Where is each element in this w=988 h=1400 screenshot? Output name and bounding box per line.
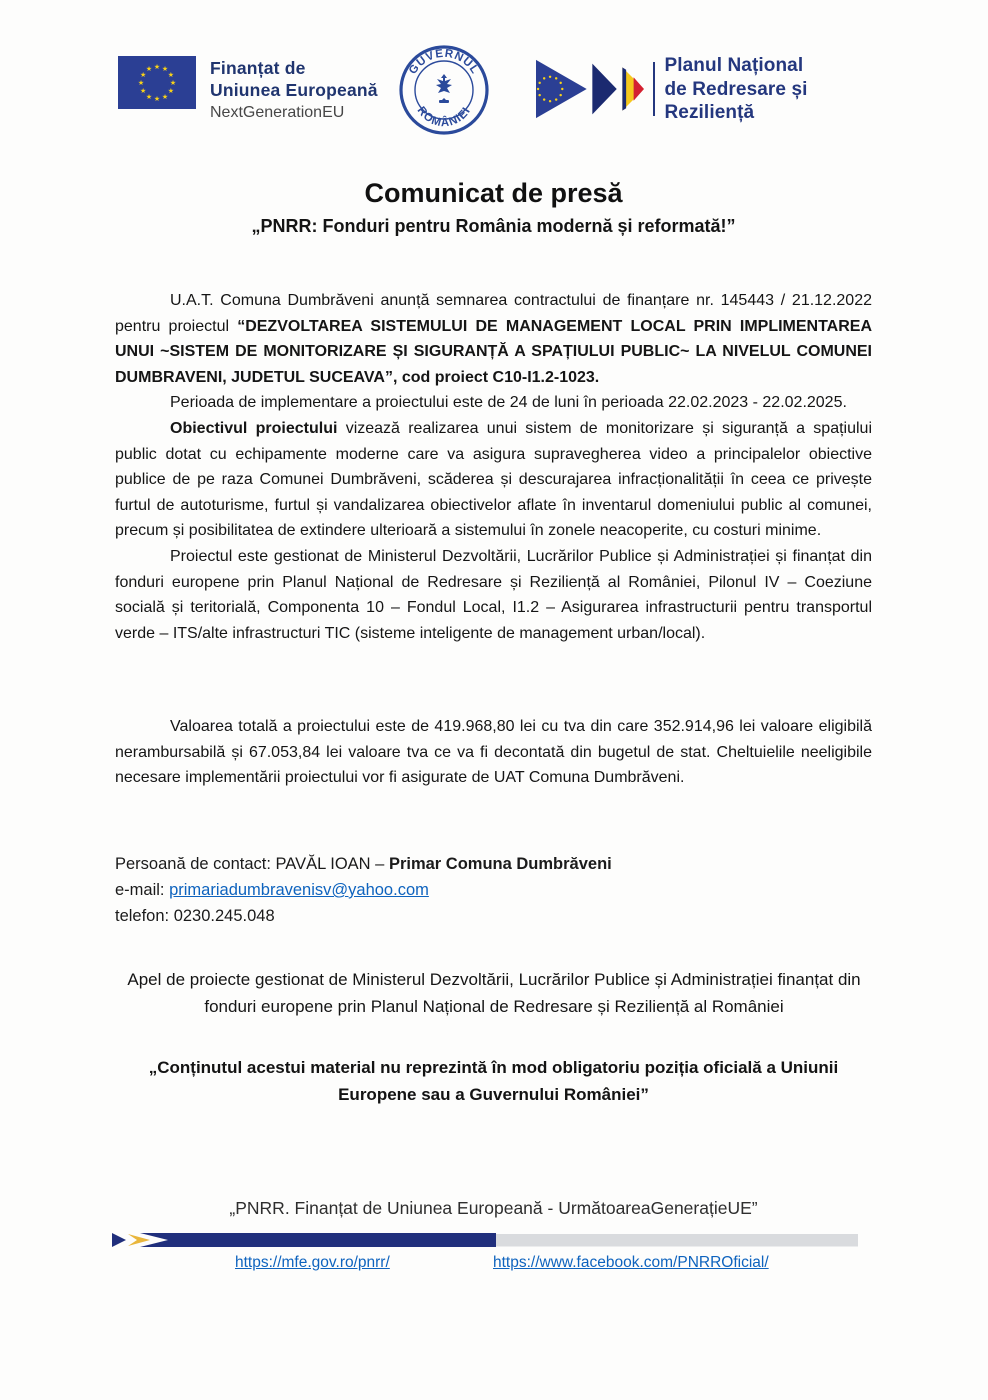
body-value [115,714,872,791]
svg-text:★: ★ [139,71,147,79]
svg-text:★: ★ [153,63,161,71]
mfe-link[interactable]: https://mfe.gov.ro/pnrr/ [235,1254,390,1271]
facebook-link[interactable]: https://www.facebook.com/PNRROficial/ [493,1254,769,1271]
svg-text:GUVERNUL: GUVERNUL [406,47,482,77]
paragraph-management: Proiectul este gestionat de Ministerul Dezvoltării, Lucrărilor Publice și Administrației și finanțat din fonduri europene prin Planul Național de Redresare și Reziliență al României, Pilonul IV – Coeziune socială și teritorială, Componenta 10 – Fondul Local, I1.2 – Asigurarea infrastructurii pentru transportul verde – ITS/alte infrastructuri TIC (sisteme inteligente de management urban/local). [115,547,872,642]
disclaimer-note: „Conținutul acestui material nu reprezintă în mod obligatoriu poziția oficială a Uniunii Europene sau a Guvernului României” [148,1058,839,1104]
email-link[interactable]: primariadumbravenisv@yahoo.com [169,881,429,899]
contact-person-role: Primar Comuna Dumbrăveni [388,855,612,873]
contact-person-line [115,851,872,877]
eu-logo-line2: Uniunea Europeană [210,80,378,100]
objective-lead-bold: Obiectivul proiectului [170,419,338,437]
eu-funding-logo [118,56,378,124]
svg-text:★: ★ [161,92,169,101]
coat-of-arms-eagle-icon [436,74,452,103]
svg-text:★: ★ [167,87,175,95]
eu-funding-logo-text [210,56,378,124]
page-title: Comunicat de presă [364,178,623,208]
svg-text:★: ★ [167,71,175,79]
paragraph-value: Valoarea totală a proiectului este de 419.968,80 lei cu tva din care 352.914,96 lei valoare eligibilă nerambursabilă și 67.053,84 lei valoare tva ce va fi decontată din bugetul de stat. Cheltuielile neeligibile necesare implementării proiectului vor fi asigurate de UAT Comuna Dumbrăveni. [115,718,872,787]
footer-arrow-bar [112,1231,862,1249]
pnrr-triple-arrow-icon [536,57,649,121]
paragraph-contract [115,288,872,390]
objective-text: vizează realizarea unui sistem de monitorizare și siguranță a spațiului public dotat cu echipamente moderne care va asigura supravegherea video a principalelor obiective publice de pe raza Comunei Dumbrăveni, scăderea și descurajarea infracționalității în ceea ce privește furtul de autoturisme, furtul și vandalizarea obiectivelor aflate în inventarul domeniului public al comunei, precum și posibilitatea de extindere ulterioară a sistemului în zonele neacoperite, cu costuri minime. [115,419,873,540]
romanian-government-seal-icon [398,44,490,136]
contact-block [115,851,872,929]
paragraph-period: Perioada de implementare a proiectului este de 24 de luni în perioada 22.02.2023 - 22.02.2025. [170,394,847,412]
svg-text:★: ★ [161,65,169,74]
footer-links [0,1254,988,1278]
svg-text:★: ★ [145,65,153,74]
svg-text:★: ★ [137,79,145,87]
svg-text:★: ★ [145,92,153,101]
svg-text:★: ★ [169,79,177,87]
header [118,46,888,141]
pnrr-logo-line2: de Redresare și Reziliență [664,78,808,123]
svg-text:★: ★ [139,87,147,95]
pnrr-logo-line1: Planul Național [664,55,804,76]
contact-person-label: Persoană de contact: PAVĂL IOAN – [115,855,389,873]
eu-logo-line1: Finanțat de [210,58,306,78]
pnrr-logo-separator [653,62,656,116]
paragraph-contract-text: U.A.T. Comuna Dumbrăveni anunță semnarea contractului de finanțare nr. 145443 / 21.12.2022 pentru proiectul [115,292,872,335]
page-subtitle: „PNRR: Fonduri pentru România modernă și reformată!” [251,216,736,236]
footer-motto: „PNRR. Finanțat de Uniunea Europeană - UrmătoareaGenerațieUE” [229,1198,758,1218]
pnrr-logo-text [664,54,888,125]
paragraph-objective [115,416,872,544]
pnrr-logo [536,54,888,125]
contact-phone-line: telefon: 0230.245.048 [115,907,275,925]
project-title-bold: “DEZVOLTAREA SISTEMULUI DE MANAGEMENT LOCAL PRIN IMPLIMENTAREA UNUI ~SISTEM DE MONITORIZARE ȘI SIGURANȚĂ A SPAȚIULUI PUBLIC~ LA NIVELUL COMUNEI DUMBRAVENI, JUDETUL SUCEAVA”, cod proiect C10-I1.2-1023. [115,317,873,386]
contact-email-line [115,877,872,903]
eu-flag-icon [118,56,196,109]
call-for-projects-note: Apel de proiecte gestionat de Ministerul Dezvoltării, Lucrărilor Publice și Administrației finanțat din fonduri europene prin Planul Național de Redresare și Reziliență al României [127,970,861,1016]
eu-logo-line3: NextGenerationEU [210,104,345,121]
svg-text:★: ★ [153,95,161,103]
svg-text:ROMÂNIEI: ROMÂNIEI [414,104,474,130]
email-label: e-mail: [115,881,170,899]
body-main [115,288,872,646]
